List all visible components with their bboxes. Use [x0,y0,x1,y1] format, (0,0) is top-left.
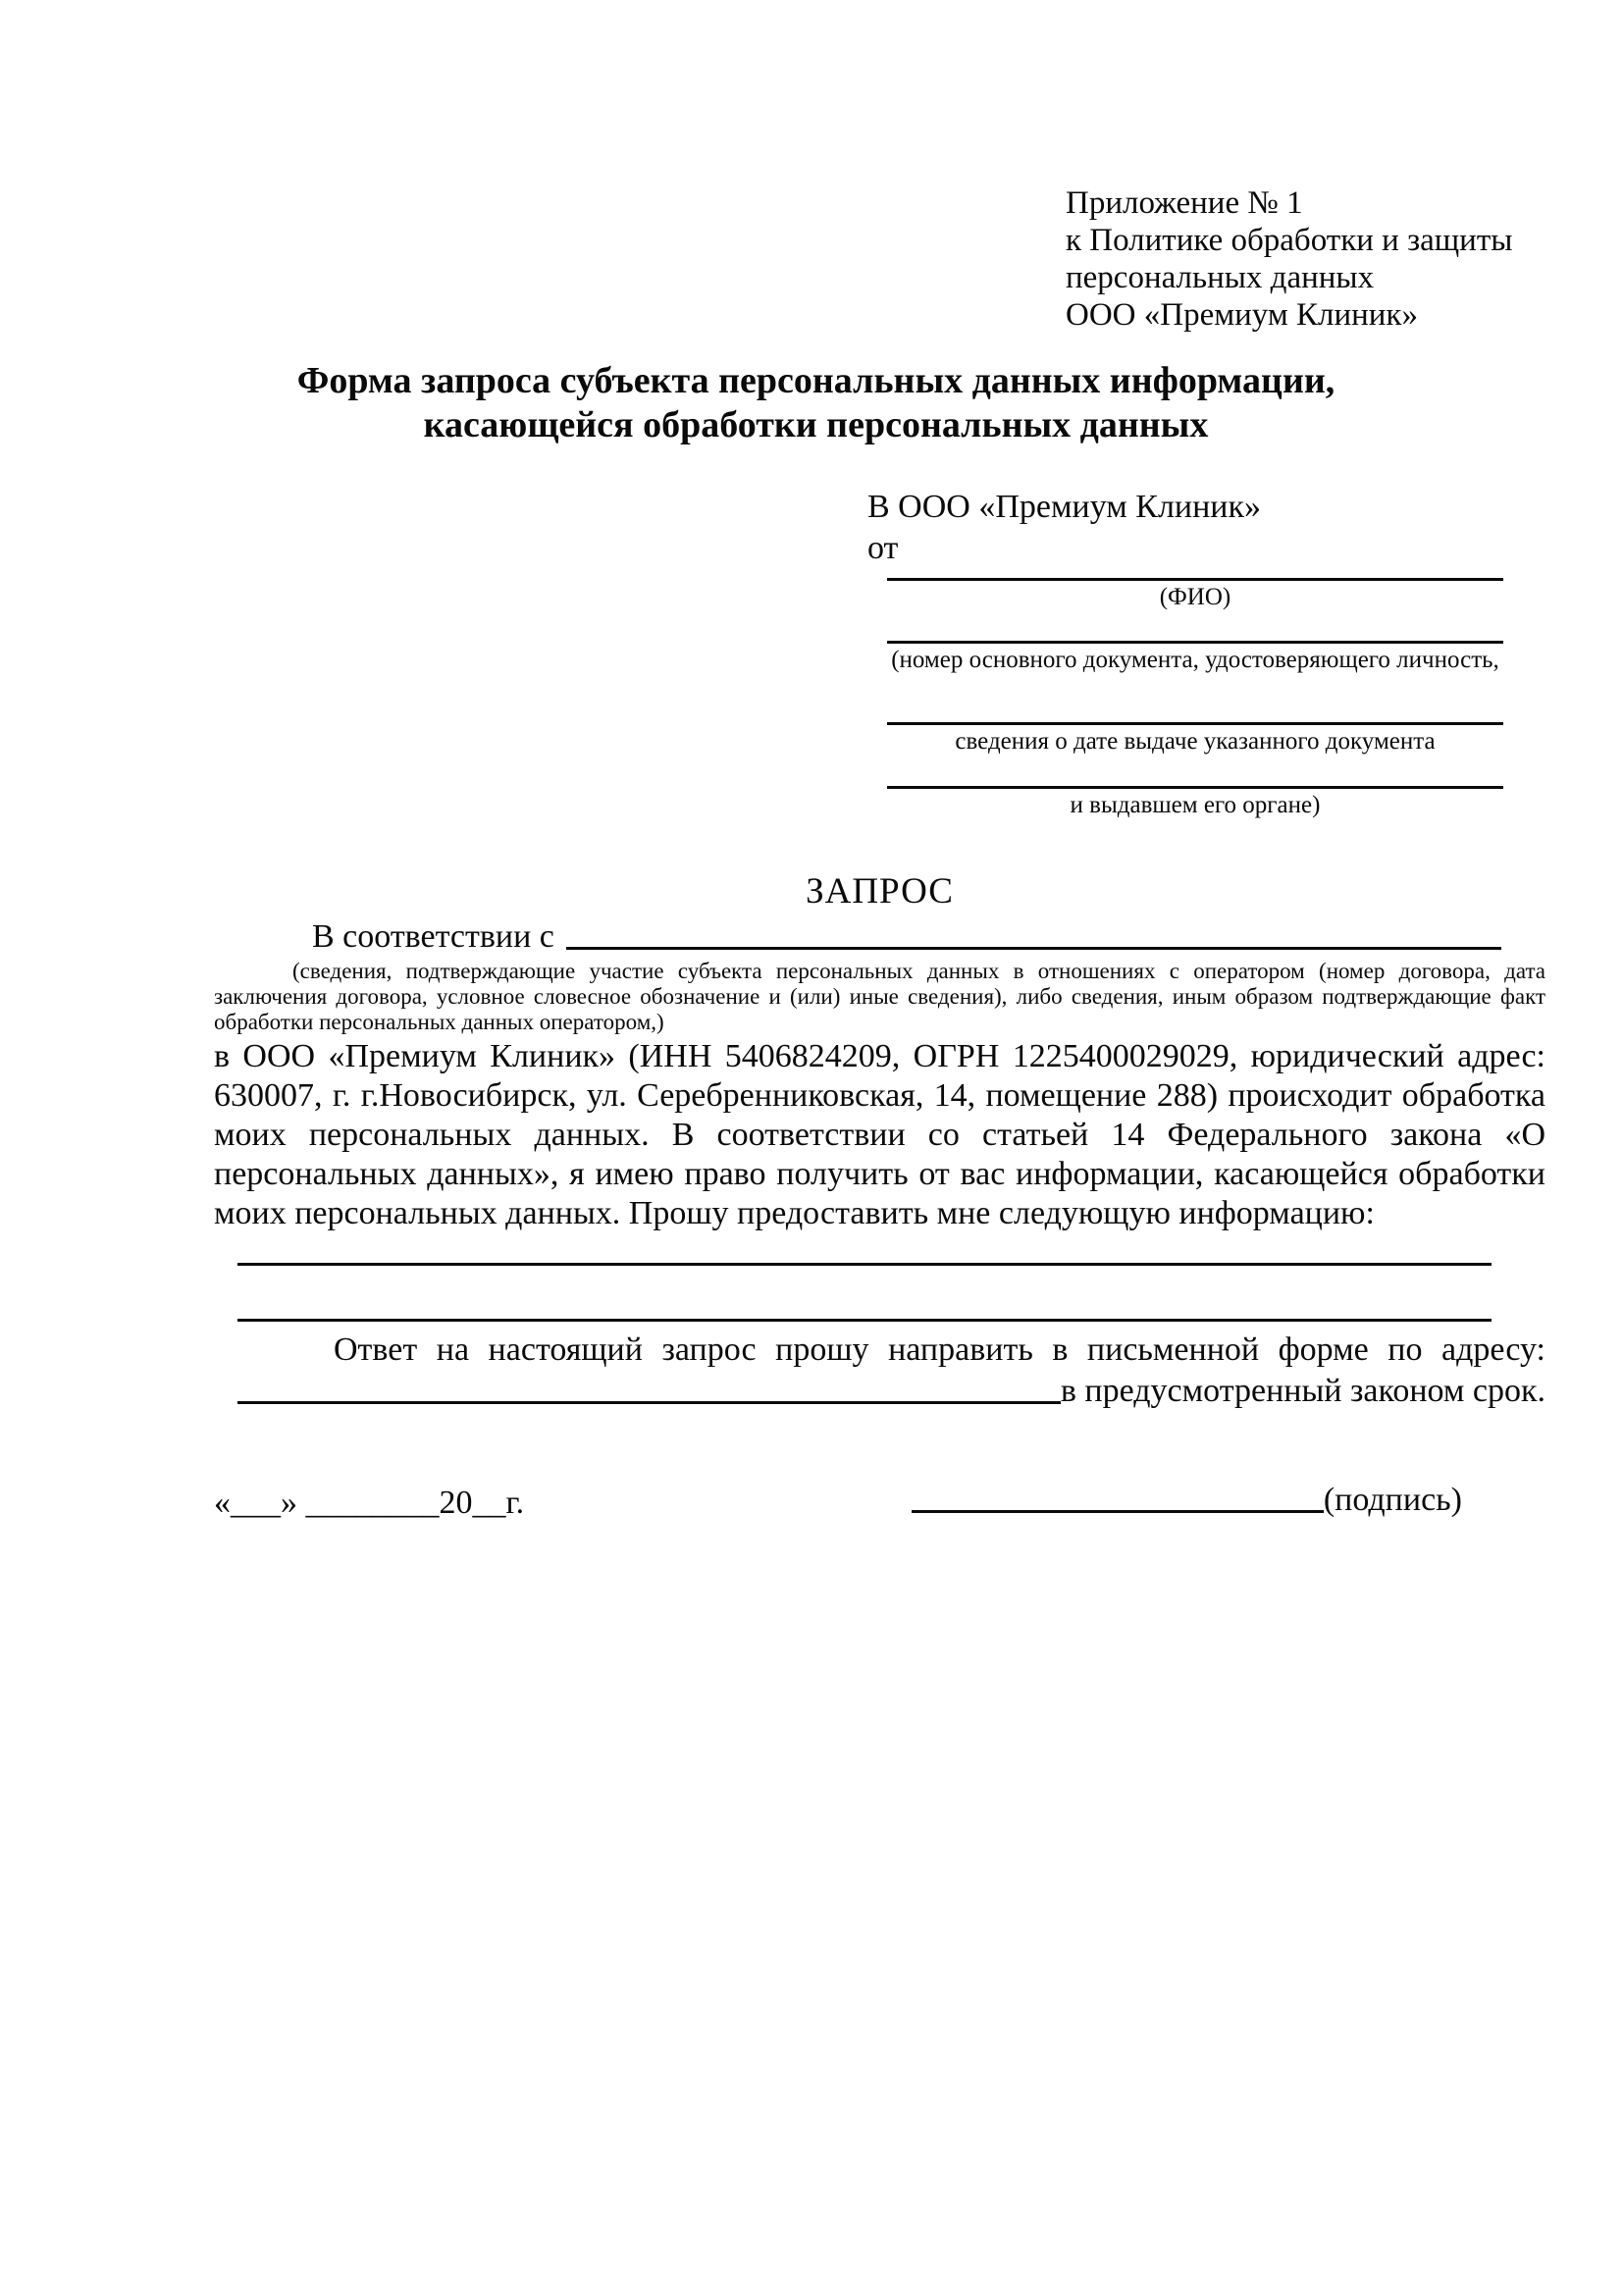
fio-blank-line [887,578,1503,581]
page-content [214,0,1545,1524]
fio-caption: (ФИО) [1159,584,1231,610]
title-line-2: касающейся обработки персональных данных [423,404,1209,445]
date-blank-field: «___» ________20__г. [214,1485,525,1521]
signature-block [912,1480,1462,1521]
request-body: в ООО «Премиум Клиник» (ИНН 5406824209, ОГРН 1225400029029, юридический адрес: 630007, г. г.Новосибирск, ул. Серебренниковская, 14, помещение 288) происходит обработка моих персональных данных. В соответствии со статьей 14 Федерального закона «О персональных данных», я имею право получить от вас информации, касающейся обработки моих персональных данных. Прошу предоставить мне следующую информацию: [214,1038,1545,1231]
reply-address-blank-line [237,1371,1061,1404]
issuer-blank-line [887,786,1503,789]
field-fio [887,578,1503,611]
info-blank-line-1 [237,1263,1492,1266]
appendix-line: персональных данных [1066,260,1375,295]
basis-note: (сведения, подтверждающие участие субъекта персональных данных в отношениях с оператором (номер договора, дата заключения договора, условное словесное обозначение и (или) иные сведения), либо сведения, иным образом подтверждающие факт обработки персональных данных оператором,) [214,959,1545,1034]
appendix-block [1066,184,1545,334]
addressee-block [867,487,1503,819]
doc-number-caption: (номер основного документа, удостоверяющего личность, [891,647,1499,673]
footer-row [214,1480,1545,1524]
field-doc-issue-date [887,722,1503,756]
reply-address-row [214,1371,1545,1412]
signature-caption: (подпись) [1323,1482,1462,1518]
signature-blank-line [912,1510,1324,1513]
reply-deadline-text: в предусмотренный законом срок. [1060,1373,1545,1409]
appendix-line: ООО «Премиум Клиник» [1066,297,1418,333]
reply-paragraph: Ответ на настоящий запрос прошу направить в письменной форме по адресу: [334,1331,1545,1368]
addressee-org: В ООО «Премиум Клиник» [867,489,1262,525]
appendix-line: к Политике обработки и защиты [1066,223,1513,258]
basis-blank-line [566,915,1501,950]
basis-row [312,915,1501,959]
basis-label: В соответствии с [312,918,554,955]
appendix-line: Приложение № 1 [1066,185,1303,221]
addressee-from-label: от [867,530,899,566]
doc-number-blank-line [887,641,1503,644]
document-title [86,359,1545,447]
title-line-1: Форма запроса субъекта персональных данных информации, [296,360,1335,401]
request-heading: ЗАПРОС [806,871,954,912]
issuer-caption: и выдавшем его органе) [1070,792,1321,818]
issue-date-blank-line [887,722,1503,725]
field-doc-issuer [887,786,1503,819]
field-doc-number [887,641,1503,674]
issue-date-caption: сведения о дате выдаче указанного документа [955,728,1436,755]
info-blank-line-2 [237,1319,1492,1322]
